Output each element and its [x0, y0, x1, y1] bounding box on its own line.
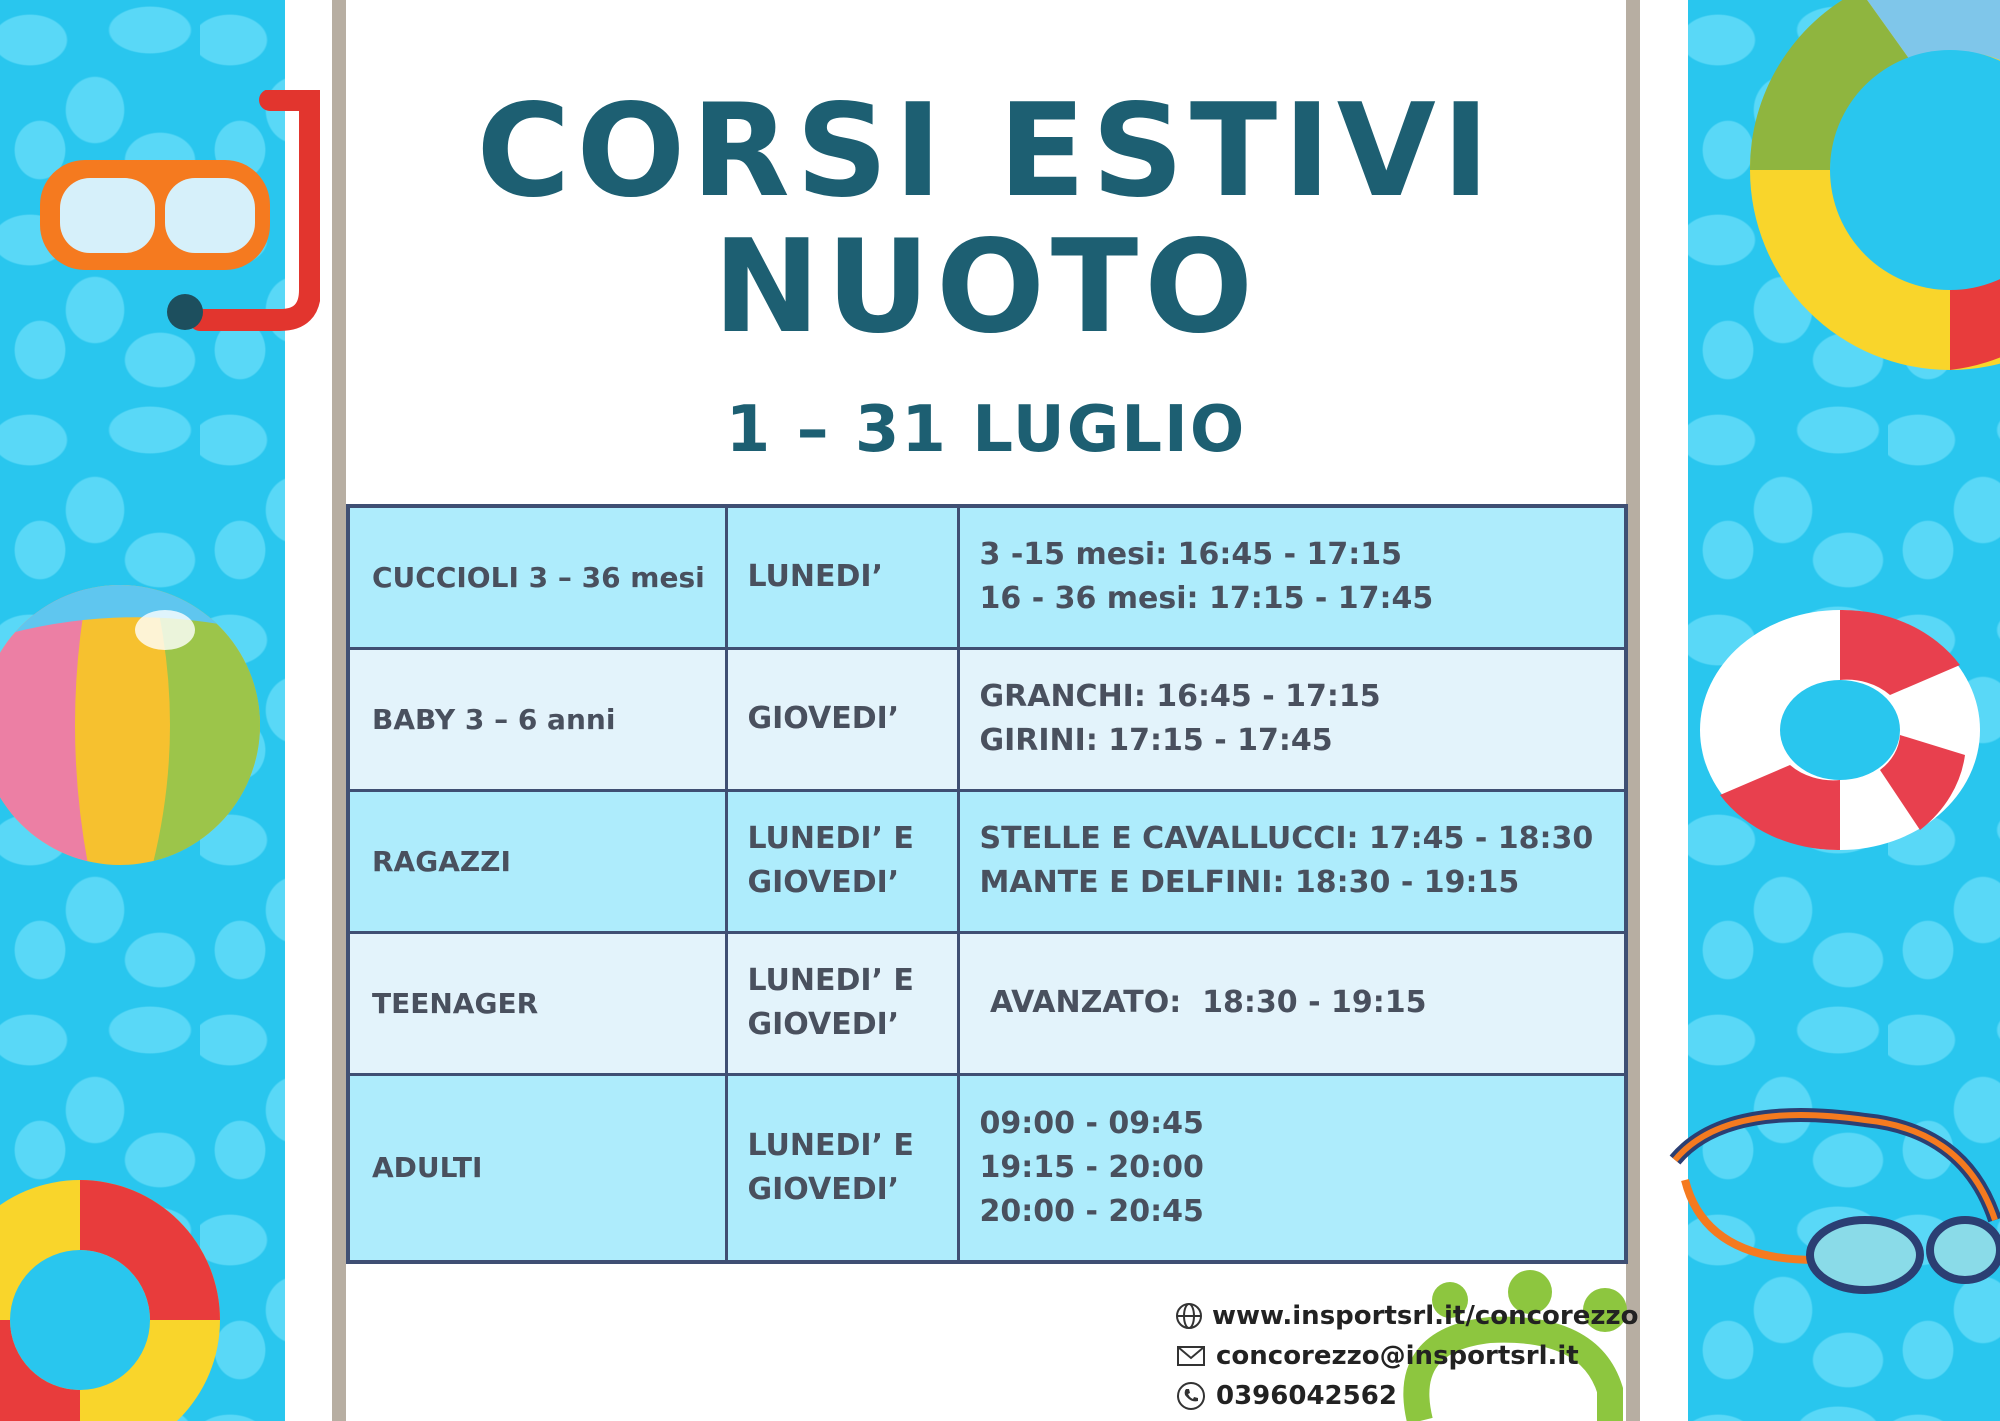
table-row — [348, 1074, 1626, 1262]
table-row — [348, 648, 1626, 790]
contacts — [1174, 1296, 1639, 1416]
date-range: 1 – 31 LUGLIO — [725, 393, 1247, 467]
time-cell — [958, 648, 1626, 790]
day-line: LUNEDI’ E — [747, 821, 914, 856]
envelope-icon — [1174, 1339, 1208, 1373]
day-cell — [726, 506, 958, 648]
time-cell — [958, 506, 1626, 648]
table-row — [348, 932, 1626, 1074]
day-cell — [726, 790, 958, 932]
right-pole — [1626, 0, 1640, 1421]
day-line: LUNEDI’ — [747, 559, 883, 595]
page-title: CORSI ESTIVI — [476, 77, 1496, 226]
time-cell — [958, 1074, 1626, 1262]
time-line: 19:15 - 20:00 — [979, 1149, 1204, 1185]
group-name: BABY 3 – 6 anni — [348, 648, 726, 790]
time-cell — [958, 790, 1626, 932]
day-line: GIOVEDI’ — [747, 865, 900, 900]
phone-row — [1174, 1376, 1614, 1416]
day-cell — [726, 932, 958, 1074]
snorkel-mask-icon — [20, 90, 320, 340]
email-row — [1174, 1336, 1614, 1376]
page-subtitle: NUOTO — [713, 213, 1259, 362]
phone-number[interactable]: 0396042562 — [1216, 1381, 1397, 1411]
day-line: LUNEDI’ E — [747, 963, 914, 998]
day-line: GIOVEDI’ — [747, 1171, 900, 1207]
lifebuoy-icon — [1690, 595, 1990, 865]
day-line: GIOVEDI’ — [747, 701, 900, 736]
swim-goggles-icon — [1665, 1100, 2000, 1300]
time-line: STELLE E CAVALLUCCI: 17:45 - 18:30 — [979, 821, 1594, 856]
swim-ring-icon — [0, 1150, 240, 1421]
time-line: MANTE E DELFINI: 18:30 - 19:15 — [979, 865, 1520, 900]
left-pole — [332, 0, 346, 1421]
website-link[interactable]: www.insportsrl.it/concorezzo — [1212, 1301, 1639, 1331]
time-line: AVANZATO: 18:30 - 19:15 — [979, 985, 1427, 1020]
phone-icon — [1174, 1379, 1208, 1413]
table-row — [348, 790, 1626, 932]
group-name: TEENAGER — [348, 932, 726, 1074]
day-cell — [726, 648, 958, 790]
website-row — [1174, 1296, 1639, 1336]
table-row — [348, 506, 1626, 648]
day-line: GIOVEDI’ — [747, 1007, 900, 1042]
group-name: CUCCIOLI 3 – 36 mesi — [348, 506, 726, 648]
time-line: 3 -15 mesi: 16:45 - 17:15 — [979, 537, 1402, 573]
group-name: RAGAZZI — [348, 790, 726, 932]
time-line: GIRINI: 17:15 - 17:45 — [979, 723, 1333, 758]
day-line: LUNEDI’ E — [747, 1127, 914, 1163]
time-cell — [958, 932, 1626, 1074]
schedule-table — [346, 504, 1628, 1264]
group-name: ADULTI — [348, 1074, 726, 1262]
time-line: GRANCHI: 16:45 - 17:15 — [979, 679, 1381, 714]
email-link[interactable]: concorezzo@insportsrl.it — [1216, 1341, 1579, 1371]
time-line: 20:00 - 20:45 — [979, 1193, 1204, 1229]
beach-ball-icon — [0, 575, 265, 875]
globe-icon — [1174, 1299, 1204, 1333]
swim-ring-icon — [1660, 0, 2000, 390]
time-line: 16 - 36 mesi: 17:15 - 17:45 — [979, 581, 1434, 617]
day-cell — [726, 1074, 958, 1262]
time-line: 09:00 - 09:45 — [979, 1105, 1204, 1141]
